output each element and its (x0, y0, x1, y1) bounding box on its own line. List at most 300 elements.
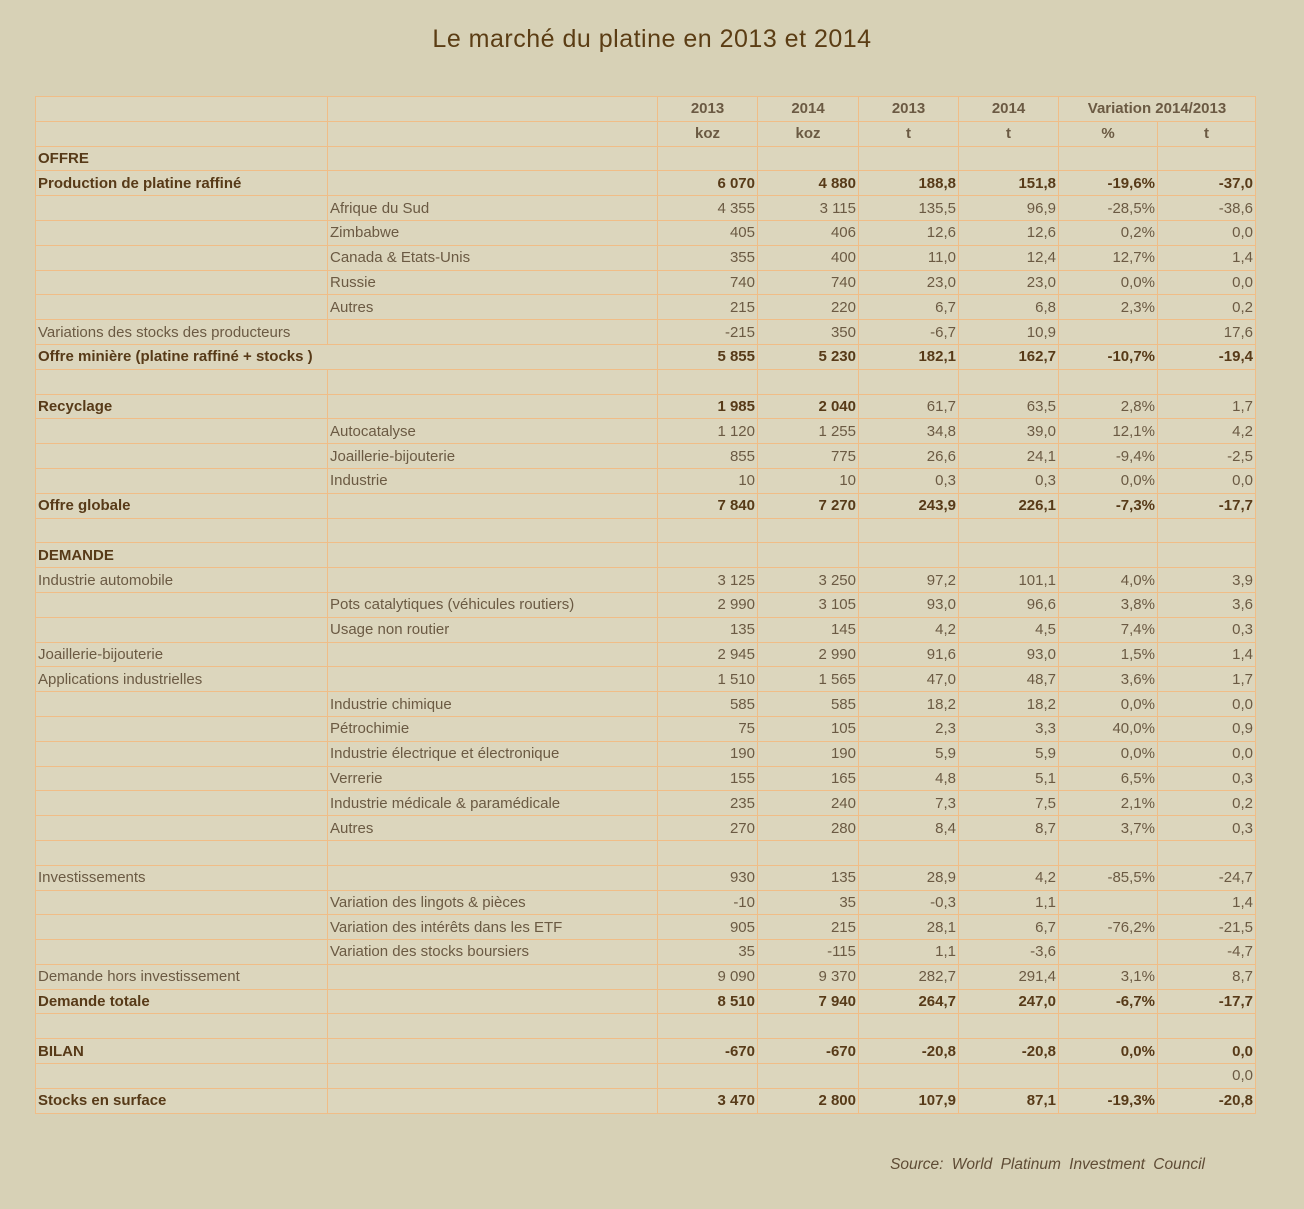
cell-2014-t: 1,1 (959, 890, 1059, 915)
cell-variation-pct: 3,7% (1059, 816, 1158, 841)
cell-2014-t: 4,2 (959, 865, 1059, 890)
cell-2013-t: 11,0 (859, 245, 959, 270)
row-label (36, 816, 328, 841)
cell-2013-koz (658, 543, 758, 568)
row-sublabel: Verrerie (328, 766, 658, 791)
cell-2013-koz: 3 125 (658, 568, 758, 593)
cell-variation-pct: -85,5% (1059, 865, 1158, 890)
row-label (36, 245, 328, 270)
row-label (36, 468, 328, 493)
row-label (36, 617, 328, 642)
cell-2014-koz: 740 (758, 270, 859, 295)
cell-2013-t: 264,7 (859, 989, 959, 1014)
cell-2013-t: 6,7 (859, 295, 959, 320)
cell-2013-t (859, 518, 959, 543)
table-row (36, 716, 1256, 741)
cell-variation-t: 0,0 (1158, 270, 1256, 295)
cell-variation-t: 0,0 (1158, 692, 1256, 717)
cell-2014-koz: 135 (758, 865, 859, 890)
cell-variation-t: 1,7 (1158, 667, 1256, 692)
cell-2013-koz: 8 510 (658, 989, 758, 1014)
row-label: Production de platine raffiné (36, 171, 328, 196)
cell-variation-pct (1059, 369, 1158, 394)
row-sublabel: Autres (328, 816, 658, 841)
cell-2014-t (959, 543, 1059, 568)
cell-2013-t (859, 146, 959, 171)
cell-2013-koz (658, 146, 758, 171)
table-row (36, 196, 1256, 221)
row-sublabel (328, 1088, 658, 1113)
cell-2013-koz: 235 (658, 791, 758, 816)
row-sublabel (328, 964, 658, 989)
cell-2014-t: 12,4 (959, 245, 1059, 270)
table-header-units (36, 121, 1256, 146)
cell-2014-t: 10,9 (959, 320, 1059, 345)
cell-2013-koz: 190 (658, 741, 758, 766)
cell-variation-pct: 40,0% (1059, 716, 1158, 741)
cell-2014-koz: -115 (758, 940, 859, 965)
cell-variation-pct: 4,0% (1059, 568, 1158, 593)
cell-variation-pct: -9,4% (1059, 444, 1158, 469)
cell-2014-t: 93,0 (959, 642, 1059, 667)
cell-2014-koz: 220 (758, 295, 859, 320)
cell-2013-koz: 270 (658, 816, 758, 841)
cell-2014-koz: 105 (758, 716, 859, 741)
cell-2013-t: 1,1 (859, 940, 959, 965)
cell-2013-t: 2,3 (859, 716, 959, 741)
cell-2014-koz: 215 (758, 915, 859, 940)
cell-2014-koz (758, 369, 859, 394)
cell-2014-t: 24,1 (959, 444, 1059, 469)
cell-2013-koz: 155 (658, 766, 758, 791)
cell-2014-t: 96,9 (959, 196, 1059, 221)
cell-2014-t: 7,5 (959, 791, 1059, 816)
cell-2014-koz: 4 880 (758, 171, 859, 196)
row-label: Applications industrielles (36, 667, 328, 692)
cell-2014-t: 4,5 (959, 617, 1059, 642)
cell-2014-koz: 2 800 (758, 1088, 859, 1113)
row-label: DEMANDE (36, 543, 328, 568)
table-row (36, 543, 1256, 568)
table-row (36, 692, 1256, 717)
cell-2014-koz: 240 (758, 791, 859, 816)
cell-2014-koz: 1 255 (758, 419, 859, 444)
cell-2014-koz (758, 1064, 859, 1089)
row-label (36, 270, 328, 295)
cell-2014-koz: 3 115 (758, 196, 859, 221)
cell-2014-t: 48,7 (959, 667, 1059, 692)
cell-2013-t: 93,0 (859, 592, 959, 617)
platinum-market-table (35, 96, 1256, 1114)
cell-2014-t: -20,8 (959, 1039, 1059, 1064)
row-sublabel: Industrie médicale & paramédicale (328, 791, 658, 816)
cell-2014-t: 3,3 (959, 716, 1059, 741)
cell-variation-pct: -7,3% (1059, 493, 1158, 518)
table-row (36, 245, 1256, 270)
cell-2014-t (959, 1064, 1059, 1089)
cell-2014-t: 6,7 (959, 915, 1059, 940)
row-label (36, 741, 328, 766)
cell-2013-koz: 6 070 (658, 171, 758, 196)
table-row (36, 741, 1256, 766)
row-label (36, 419, 328, 444)
cell-2013-koz: -10 (658, 890, 758, 915)
row-label (36, 692, 328, 717)
row-label (36, 369, 328, 394)
row-sublabel: Russie (328, 270, 658, 295)
row-sublabel (328, 543, 658, 568)
cell-variation-t: -19,4 (1158, 344, 1256, 369)
cell-variation-pct (1059, 940, 1158, 965)
cell-2013-t: 7,3 (859, 791, 959, 816)
cell-2013-t (859, 1064, 959, 1089)
row-label (36, 890, 328, 915)
cell-2013-t: -20,8 (859, 1039, 959, 1064)
cell-2013-koz: 1 510 (658, 667, 758, 692)
cell-2014-koz (758, 543, 859, 568)
unit-variation-pct: % (1059, 121, 1158, 146)
table-row (36, 816, 1256, 841)
row-sublabel: Autres (328, 295, 658, 320)
cell-2014-koz (758, 146, 859, 171)
cell-variation-t: 1,4 (1158, 642, 1256, 667)
cell-2013-koz: 7 840 (658, 493, 758, 518)
cell-2013-t: 28,1 (859, 915, 959, 940)
row-sublabel (328, 146, 658, 171)
header-empty-cell (36, 97, 328, 122)
cell-2014-koz: 1 565 (758, 667, 859, 692)
cell-2013-koz: 2 945 (658, 642, 758, 667)
cell-2014-t: 162,7 (959, 344, 1059, 369)
cell-2014-t: 18,2 (959, 692, 1059, 717)
cell-variation-pct: -28,5% (1059, 196, 1158, 221)
cell-2014-koz: 5 230 (758, 344, 859, 369)
header-2013-koz: 2013 (658, 97, 758, 122)
cell-variation-pct (1059, 320, 1158, 345)
cell-2014-koz: 10 (758, 468, 859, 493)
row-sublabel (328, 1014, 658, 1039)
cell-2014-koz: 2 040 (758, 394, 859, 419)
row-sublabel: Variation des stocks boursiers (328, 940, 658, 965)
cell-variation-t: -4,7 (1158, 940, 1256, 965)
row-sublabel: Industrie chimique (328, 692, 658, 717)
cell-2013-t (859, 840, 959, 865)
cell-2014-koz: 2 990 (758, 642, 859, 667)
cell-2014-t: 12,6 (959, 220, 1059, 245)
table-row (36, 146, 1256, 171)
row-sublabel: Variation des lingots & pièces (328, 890, 658, 915)
header-2013-t: 2013 (859, 97, 959, 122)
cell-2014-t: 101,1 (959, 568, 1059, 593)
cell-2013-koz: 5 855 (658, 344, 758, 369)
cell-variation-pct (1059, 146, 1158, 171)
cell-variation-t: 0,0 (1158, 741, 1256, 766)
cell-2013-koz: 905 (658, 915, 758, 940)
header-empty-cell (36, 121, 328, 146)
cell-2013-koz: 585 (658, 692, 758, 717)
cell-variation-t: -17,7 (1158, 989, 1256, 1014)
cell-variation-pct: -19,3% (1059, 1088, 1158, 1113)
table-row (36, 617, 1256, 642)
cell-variation-pct (1059, 890, 1158, 915)
cell-2014-koz: 165 (758, 766, 859, 791)
table-row (36, 642, 1256, 667)
cell-2013-t: 12,6 (859, 220, 959, 245)
cell-2013-koz: -670 (658, 1039, 758, 1064)
table-row (36, 295, 1256, 320)
row-sublabel: Variation des intérêts dans les ETF (328, 915, 658, 940)
cell-variation-t: -17,7 (1158, 493, 1256, 518)
cell-variation-t: 0,3 (1158, 816, 1256, 841)
cell-2014-t: 151,8 (959, 171, 1059, 196)
unit-koz-2013: koz (658, 121, 758, 146)
cell-variation-t: 3,9 (1158, 568, 1256, 593)
cell-variation-pct: 1,5% (1059, 642, 1158, 667)
unit-variation-t: t (1158, 121, 1256, 146)
cell-variation-t: 8,7 (1158, 964, 1256, 989)
cell-2014-koz: 350 (758, 320, 859, 345)
cell-2013-koz: 740 (658, 270, 758, 295)
row-label: Demande totale (36, 989, 328, 1014)
row-label (36, 1014, 328, 1039)
cell-variation-t (1158, 1014, 1256, 1039)
row-sublabel: Usage non routier (328, 617, 658, 642)
row-label (36, 791, 328, 816)
cell-2014-t (959, 840, 1059, 865)
cell-2014-t: 5,1 (959, 766, 1059, 791)
row-sublabel (328, 989, 658, 1014)
cell-variation-pct: 12,1% (1059, 419, 1158, 444)
row-label (36, 840, 328, 865)
row-sublabel (328, 1039, 658, 1064)
cell-2014-koz: 35 (758, 890, 859, 915)
cell-variation-pct: 7,4% (1059, 617, 1158, 642)
cell-variation-pct: 0,0% (1059, 468, 1158, 493)
row-label: Demande hors investissement (36, 964, 328, 989)
cell-2014-koz: 145 (758, 617, 859, 642)
row-sublabel: Autocatalyse (328, 419, 658, 444)
cell-variation-pct: 0,0% (1059, 1039, 1158, 1064)
row-label (36, 196, 328, 221)
row-label: Offre minière (platine raffiné + stocks ) (36, 344, 658, 369)
cell-2013-koz: 1 120 (658, 419, 758, 444)
cell-2014-koz: 585 (758, 692, 859, 717)
cell-2013-koz: 930 (658, 865, 758, 890)
cell-variation-pct: 2,8% (1059, 394, 1158, 419)
cell-variation-t: -2,5 (1158, 444, 1256, 469)
cell-2014-t: 39,0 (959, 419, 1059, 444)
cell-variation-pct (1059, 1064, 1158, 1089)
cell-2014-koz: 3 105 (758, 592, 859, 617)
cell-variation-t: 1,4 (1158, 890, 1256, 915)
cell-variation-t: 17,6 (1158, 320, 1256, 345)
row-label (36, 940, 328, 965)
table-row (36, 568, 1256, 593)
header-2014-koz: 2014 (758, 97, 859, 122)
cell-2013-t (859, 369, 959, 394)
cell-2014-koz: -670 (758, 1039, 859, 1064)
table-row (36, 840, 1256, 865)
cell-2013-koz: 215 (658, 295, 758, 320)
cell-2013-t: 61,7 (859, 394, 959, 419)
row-sublabel (328, 1064, 658, 1089)
cell-variation-t: 1,7 (1158, 394, 1256, 419)
row-label (36, 1064, 328, 1089)
cell-2013-koz: 2 990 (658, 592, 758, 617)
cell-variation-pct: 6,5% (1059, 766, 1158, 791)
table-row (36, 493, 1256, 518)
cell-2013-t: 243,9 (859, 493, 959, 518)
cell-2013-koz: 75 (658, 716, 758, 741)
cell-2013-t: 5,9 (859, 741, 959, 766)
row-sublabel (328, 667, 658, 692)
cell-2013-t: 188,8 (859, 171, 959, 196)
cell-variation-t: 0,0 (1158, 1039, 1256, 1064)
header-2014-t: 2014 (959, 97, 1059, 122)
cell-2014-t: 291,4 (959, 964, 1059, 989)
row-sublabel (328, 171, 658, 196)
row-label: BILAN (36, 1039, 328, 1064)
table-row (36, 394, 1256, 419)
cell-variation-t: -24,7 (1158, 865, 1256, 890)
row-sublabel (328, 840, 658, 865)
row-sublabel (328, 493, 658, 518)
cell-2014-koz: 400 (758, 245, 859, 270)
cell-2013-koz (658, 369, 758, 394)
unit-koz-2014: koz (758, 121, 859, 146)
row-sublabel (328, 518, 658, 543)
header-empty-cell (328, 121, 658, 146)
cell-2014-t (959, 1014, 1059, 1039)
cell-2014-koz: 190 (758, 741, 859, 766)
cell-2014-t: 96,6 (959, 592, 1059, 617)
cell-2014-t: 8,7 (959, 816, 1059, 841)
cell-variation-pct: -6,7% (1059, 989, 1158, 1014)
header-empty-cell (328, 97, 658, 122)
table-row (36, 964, 1256, 989)
row-label: Joaillerie-bijouterie (36, 642, 328, 667)
cell-2013-t: 4,2 (859, 617, 959, 642)
cell-2013-koz: 405 (658, 220, 758, 245)
row-label (36, 716, 328, 741)
table-row (36, 1014, 1256, 1039)
cell-variation-pct (1059, 518, 1158, 543)
cell-variation-t: 4,2 (1158, 419, 1256, 444)
table-row (36, 766, 1256, 791)
row-label (36, 592, 328, 617)
cell-2014-t: 226,1 (959, 493, 1059, 518)
cell-2013-koz: 135 (658, 617, 758, 642)
table-row (36, 171, 1256, 196)
row-sublabel (328, 394, 658, 419)
cell-2014-koz: 7 270 (758, 493, 859, 518)
cell-variation-t (1158, 840, 1256, 865)
cell-variation-pct: 3,6% (1059, 667, 1158, 692)
row-label: Offre globale (36, 493, 328, 518)
cell-2013-koz: 4 355 (658, 196, 758, 221)
page-title: Le marché du platine en 2013 et 2014 (432, 25, 872, 53)
row-sublabel: Afrique du Sud (328, 196, 658, 221)
table-header-years (36, 97, 1256, 122)
cell-2014-koz: 7 940 (758, 989, 859, 1014)
table-row (36, 791, 1256, 816)
table-row (36, 989, 1256, 1014)
cell-2013-koz: 855 (658, 444, 758, 469)
cell-2013-t: 4,8 (859, 766, 959, 791)
cell-2013-t: 47,0 (859, 667, 959, 692)
row-sublabel: Pots catalytiques (véhicules routiers) (328, 592, 658, 617)
cell-2013-t: 26,6 (859, 444, 959, 469)
cell-variation-t: 1,4 (1158, 245, 1256, 270)
cell-variation-t: -21,5 (1158, 915, 1256, 940)
cell-variation-t (1158, 543, 1256, 568)
cell-2013-koz: 3 470 (658, 1088, 758, 1113)
table-row (36, 344, 1256, 369)
cell-2013-t: 8,4 (859, 816, 959, 841)
cell-2013-t (859, 1014, 959, 1039)
row-sublabel (328, 865, 658, 890)
cell-2013-t: 28,9 (859, 865, 959, 890)
row-label: Industrie automobile (36, 568, 328, 593)
table-row (36, 1088, 1256, 1113)
row-label (36, 915, 328, 940)
cell-2014-koz: 406 (758, 220, 859, 245)
cell-2014-koz (758, 1014, 859, 1039)
row-sublabel: Industrie (328, 468, 658, 493)
cell-2014-t: 5,9 (959, 741, 1059, 766)
cell-2013-t: 97,2 (859, 568, 959, 593)
cell-variation-pct (1059, 543, 1158, 568)
cell-variation-t: -20,8 (1158, 1088, 1256, 1113)
cell-2014-t: -3,6 (959, 940, 1059, 965)
cell-variation-pct: 12,7% (1059, 245, 1158, 270)
cell-variation-pct: 2,1% (1059, 791, 1158, 816)
cell-variation-pct (1059, 840, 1158, 865)
cell-2014-koz: 280 (758, 816, 859, 841)
cell-2013-t (859, 543, 959, 568)
cell-variation-t (1158, 146, 1256, 171)
cell-2014-t: 6,8 (959, 295, 1059, 320)
row-label: Investissements (36, 865, 328, 890)
unit-t-2013: t (859, 121, 959, 146)
row-label: Variations des stocks des producteurs (36, 320, 328, 345)
table-row (36, 940, 1256, 965)
cell-2013-koz: 355 (658, 245, 758, 270)
cell-variation-t: 0,0 (1158, 1064, 1256, 1089)
row-label: OFFRE (36, 146, 328, 171)
row-sublabel: Canada & Etats-Unis (328, 245, 658, 270)
cell-2014-koz: 9 370 (758, 964, 859, 989)
cell-variation-t: 3,6 (1158, 592, 1256, 617)
table-row (36, 270, 1256, 295)
row-sublabel: Pétrochimie (328, 716, 658, 741)
source-note: Source: World Platinum Investment Council (890, 1156, 1205, 1173)
row-label: Recyclage (36, 394, 328, 419)
cell-variation-pct: 3,1% (1059, 964, 1158, 989)
cell-2013-koz (658, 1064, 758, 1089)
cell-variation-pct: 0,0% (1059, 270, 1158, 295)
cell-variation-pct: 0,0% (1059, 741, 1158, 766)
row-label (36, 766, 328, 791)
row-sublabel: Industrie électrique et électronique (328, 741, 658, 766)
cell-2013-t: 0,3 (859, 468, 959, 493)
cell-variation-t: 0,3 (1158, 617, 1256, 642)
table-body (36, 146, 1256, 1113)
cell-variation-t: 0,0 (1158, 468, 1256, 493)
table-row (36, 1064, 1256, 1089)
table-row (36, 419, 1256, 444)
table-row (36, 444, 1256, 469)
